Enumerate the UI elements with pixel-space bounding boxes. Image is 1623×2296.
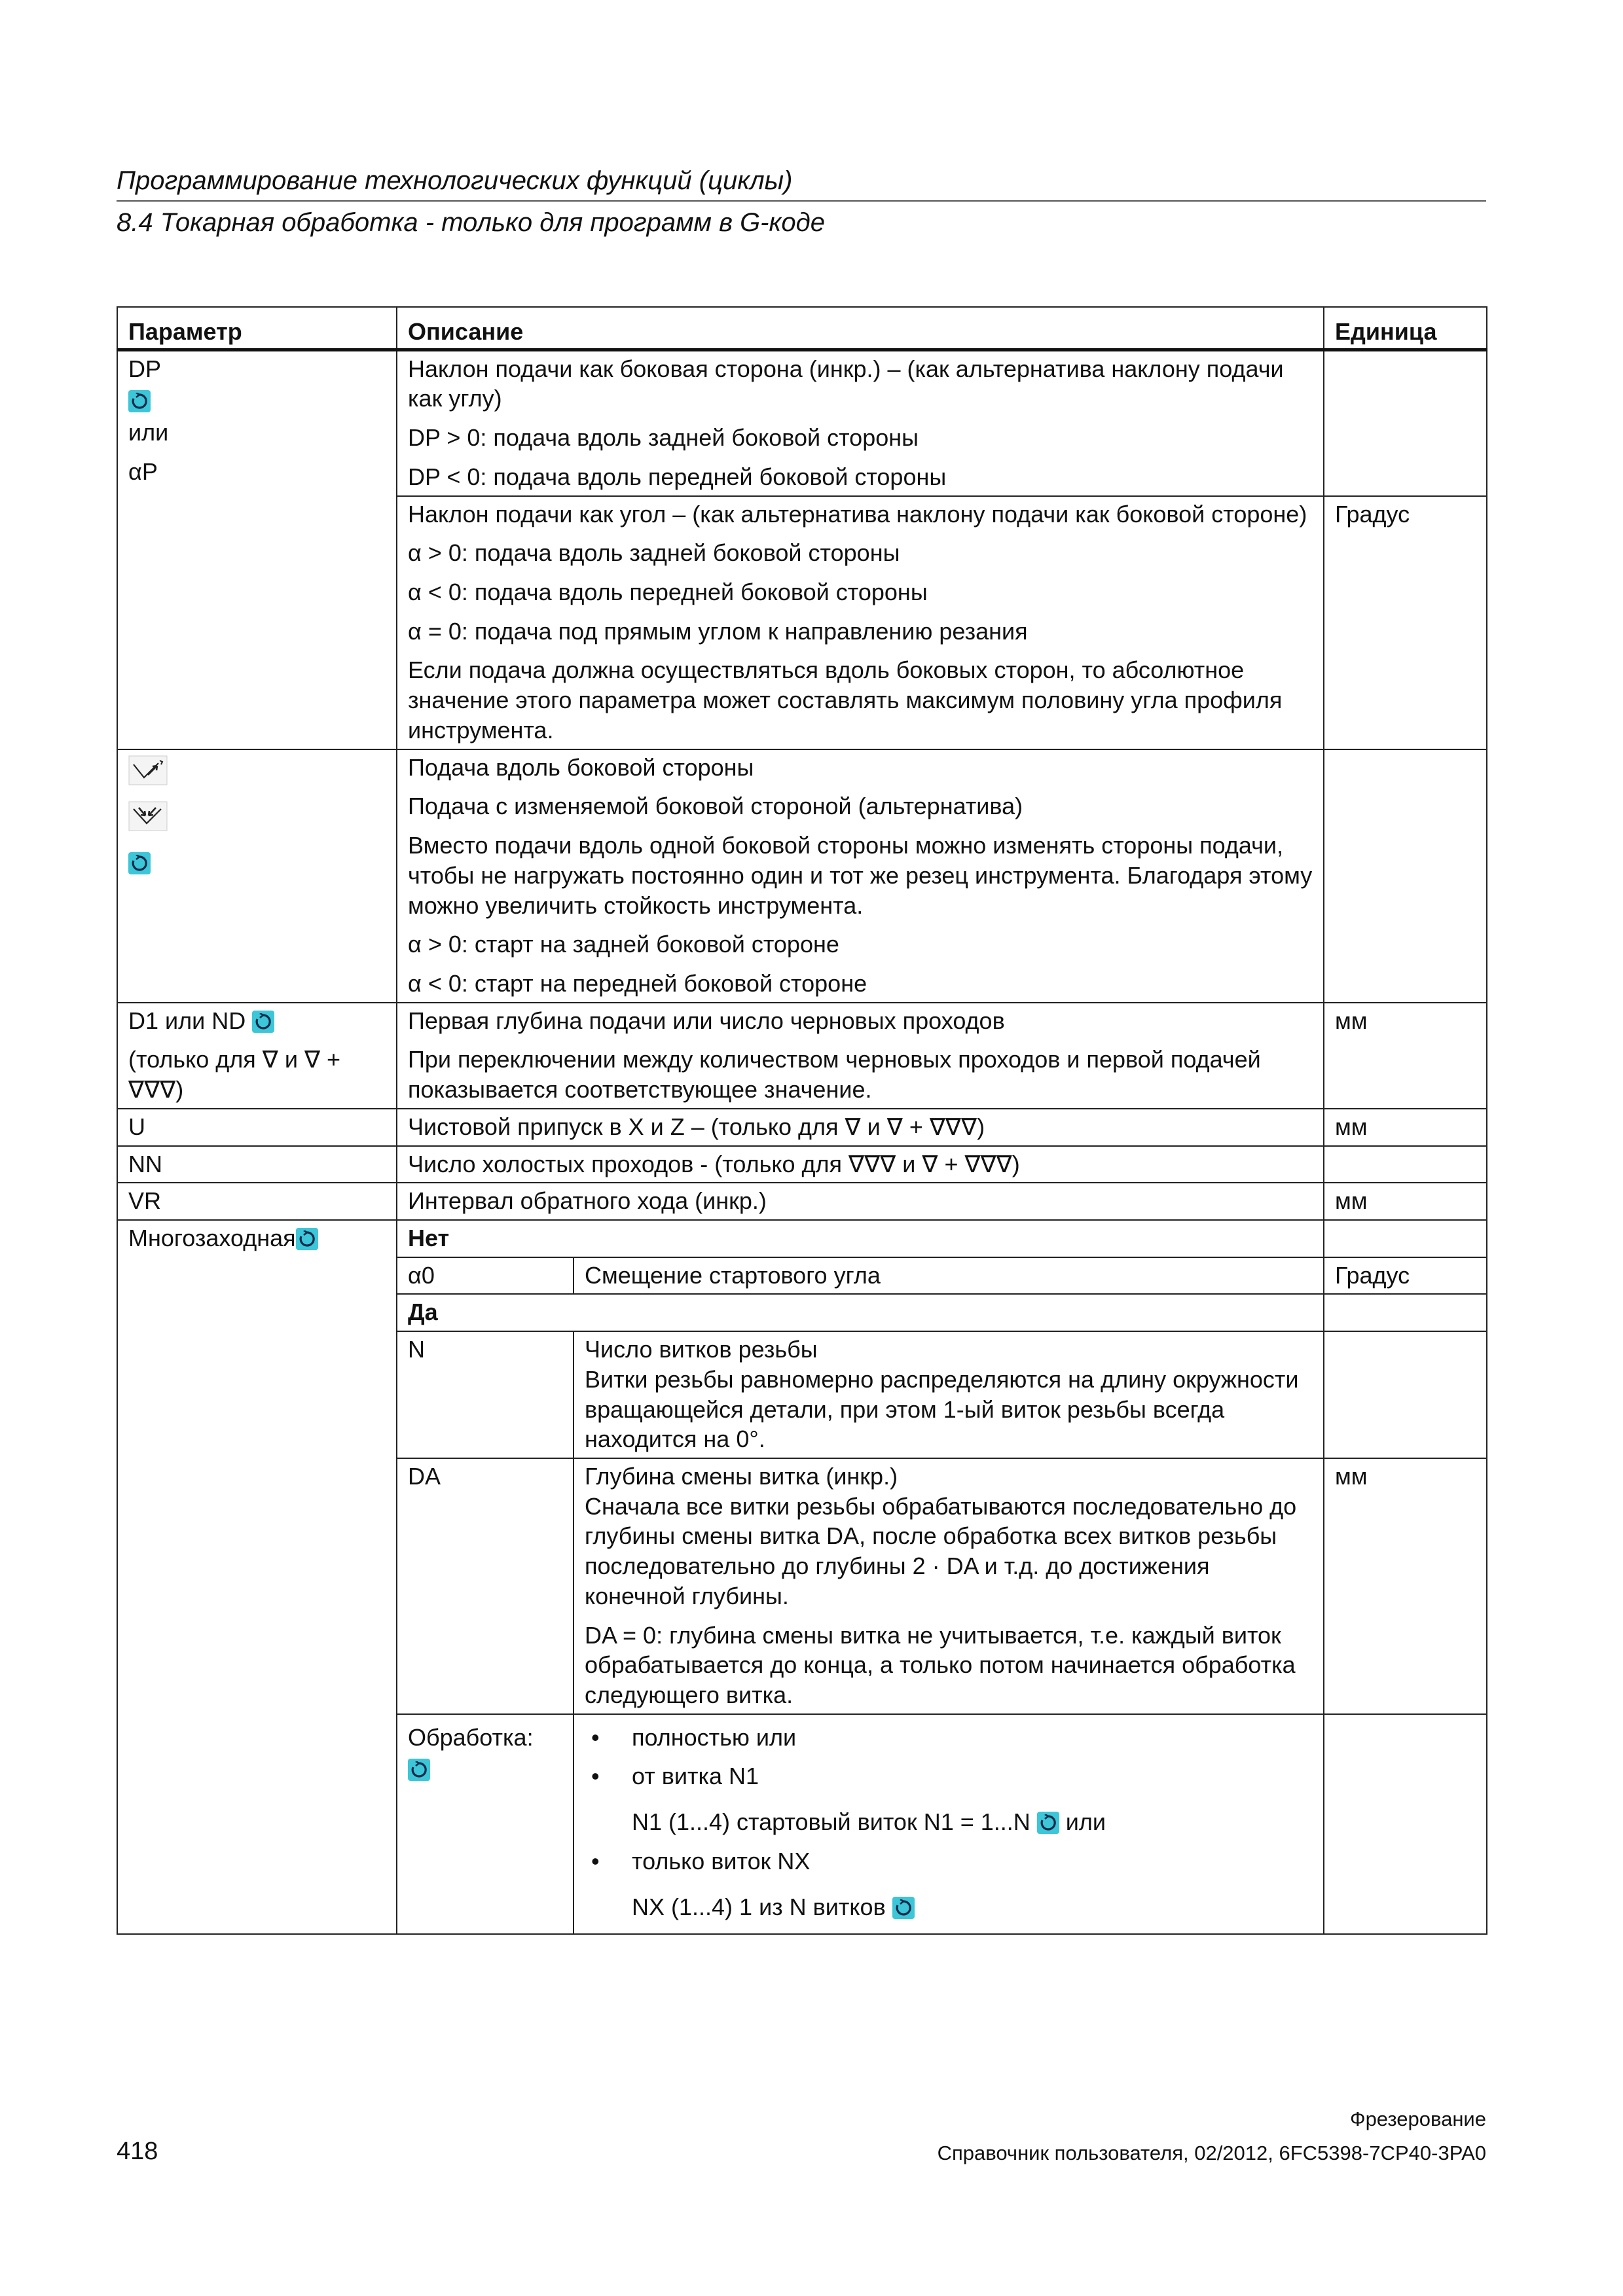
table-header-row (117, 307, 1487, 350)
desc-da (574, 1458, 1324, 1714)
list-item (585, 1761, 1313, 1791)
desc-d1 (397, 1003, 1324, 1109)
desc-text: α = 0: подача под прямым углом к направлению резания (408, 617, 1028, 645)
desc-text: Если подача должна осуществляться вдоль боковых сторон, то абсолютное значение этого параметра может составлять максимум половину угла профиля инструмента. (408, 656, 1283, 744)
table-row (117, 1183, 1487, 1220)
desc-n: Число витков резьбы Витки резьбы равномерно распределяются на длину окружности вращающейся детали, при этом 1-ый виток резьбы всегда находится на 0°. (574, 1331, 1324, 1458)
param-dp-name: DP (128, 355, 162, 382)
table-row (117, 1220, 1487, 1257)
toggle-icon[interactable] (892, 1897, 915, 1919)
param-da: DA (397, 1458, 574, 1714)
single-flank-feed-icon (128, 755, 386, 793)
param-processing (397, 1714, 574, 1935)
bullet: • (591, 1847, 600, 1874)
unit-processing (1324, 1714, 1487, 1935)
desc-text: DA = 0: глубина смены витка не учитывается, т.е. каждый виток обрабатывается до конца, а только потом начинается обработка следующего витка. (585, 1621, 1296, 1709)
table-row (117, 1003, 1487, 1109)
list-subitem (585, 1892, 1313, 1922)
toggle-icon[interactable] (296, 1228, 318, 1250)
unit-dp (1324, 350, 1487, 495)
toggle-icon[interactable] (408, 1759, 430, 1781)
bullet-text: только виток NX (632, 1847, 811, 1874)
subitem-text: N1 (1...4) стартовый виток N1 = 1...N (632, 1808, 1030, 1836)
option-yes: Да (397, 1294, 1324, 1331)
bullet: • (591, 1723, 600, 1751)
table-row (117, 350, 1487, 495)
param-n: N (397, 1331, 574, 1458)
bullet-text: полностью или (632, 1723, 797, 1751)
unit-empty (1324, 1220, 1487, 1257)
option-no: Нет (397, 1220, 1324, 1257)
table-row (117, 1146, 1487, 1183)
subitem-tail: или (1065, 1808, 1106, 1836)
param-d1 (117, 1003, 397, 1109)
param-alpha0: α0 (397, 1257, 574, 1295)
desc-vr: Интервал обратного хода (инкр.) (397, 1183, 1324, 1220)
toggle-icon[interactable] (252, 1011, 274, 1033)
param-d1-name: D1 или ND (128, 1007, 246, 1034)
unit-alpha-p: Градус (1324, 496, 1487, 749)
alternating-flank-feed-icon (128, 801, 386, 838)
desc-text: DP > 0: подача вдоль задней боковой стороны (408, 424, 919, 452)
desc-text: α > 0: старт на задней боковой стороне (408, 931, 839, 958)
page-number: 418 (117, 2138, 158, 2165)
list-subitem (585, 1807, 1313, 1837)
desc-text: DP < 0: подача вдоль передней боковой стороны (408, 463, 947, 490)
param-dp-or: или (128, 419, 169, 446)
desc-dp (397, 350, 1324, 495)
desc-flank-feed (397, 749, 1324, 1003)
desc-text: α < 0: старт на передней боковой стороне (408, 969, 867, 997)
footer-reference: Справочник пользователя, 02/2012, 6FC5398-7CP40-3PA0 (937, 2142, 1486, 2164)
section-title: 8.4 Токарная обработка - только для программ в G-коде (117, 208, 825, 237)
desc-processing (574, 1714, 1324, 1935)
desc-text: α < 0: подача вдоль передней боковой стороны (408, 579, 928, 606)
unit-vr: мм (1324, 1183, 1487, 1220)
desc-nn: Число холостых проходов - (только для ∇∇∇ и ∇ + ∇∇∇) (397, 1146, 1324, 1183)
desc-u: Чистовой припуск в X и Z – (только для ∇ и ∇ + ∇∇∇) (397, 1109, 1324, 1146)
param-processing-name: Обработка: (408, 1723, 534, 1751)
desc-text: Глубина смены витка (инкр.) Сначала все витки резьбы обрабатываются последовательно до глубины смены витка DA, после обработка всех витков резьбы последовательно до глубины 2 · DA и т.д. до достижения конечной глубины. (585, 1463, 1297, 1609)
unit-u: мм (1324, 1109, 1487, 1146)
unit-d1: мм (1324, 1003, 1487, 1109)
desc-text: При переключении между количеством черновых проходов и первой подачей показывается соответствующее значение. (408, 1046, 1261, 1103)
toggle-icon[interactable] (1037, 1812, 1059, 1834)
desc-text: Наклон подачи как угол – (как альтернатива наклону подачи как боковой стороне) (408, 500, 1307, 528)
unit-da: мм (1324, 1458, 1487, 1714)
subitem-text: NX (1...4) 1 из N витков (632, 1893, 886, 1920)
param-multistart-name: Многозаходная (128, 1224, 296, 1251)
desc-alpha0: Смещение стартового угла (574, 1257, 1324, 1295)
unit-empty (1324, 1294, 1487, 1331)
toggle-icon[interactable] (128, 390, 151, 412)
desc-text: Наклон подачи как боковая сторона (инкр.) – (как альтернатива наклону подачи как углу) (408, 355, 1284, 412)
list-item (585, 1846, 1313, 1876)
param-vr: VR (117, 1183, 397, 1220)
header-rule (117, 200, 1486, 202)
param-u: U (117, 1109, 397, 1146)
list-item (585, 1723, 1313, 1753)
desc-text: Первая глубина подачи или число черновых проходов (408, 1007, 1005, 1034)
toggle-icon[interactable] (128, 852, 151, 874)
parameter-table (117, 306, 1487, 1935)
desc-text: Подача вдоль боковой стороны (408, 753, 754, 781)
unit-n (1324, 1331, 1487, 1458)
param-multistart (117, 1220, 397, 1934)
unit-flank-feed (1324, 749, 1487, 1003)
footer-book: Фрезерование (1350, 2108, 1486, 2130)
desc-text: α > 0: подача вдоль задней боковой стороны (408, 539, 900, 567)
param-dp (117, 350, 397, 749)
desc-text: Вместо подачи вдоль одной боковой стороны можно изменять стороны подачи, чтобы не нагружать постоянно один и тот же резец инструмента. Благодаря этому можно увеличить стойкость инструмента. (408, 832, 1313, 919)
param-flank-feed (117, 749, 397, 1003)
desc-alpha-p (397, 496, 1324, 749)
param-d1-note: (только для ∇ и ∇ + ∇∇∇) (128, 1046, 341, 1103)
unit-nn (1324, 1146, 1487, 1183)
header-unit: Единица (1324, 307, 1487, 350)
bullet: • (591, 1763, 600, 1790)
header-desc: Описание (397, 307, 1324, 350)
bullet-text: от витка N1 (632, 1763, 759, 1790)
header-param: Параметр (117, 307, 397, 350)
param-alpha-p: αP (128, 458, 158, 486)
param-nn: NN (117, 1146, 397, 1183)
unit-alpha0: Градус (1324, 1257, 1487, 1295)
desc-text: Подача с изменяемой боковой стороной (альтернатива) (408, 793, 1023, 820)
chapter-title: Программирование технологических функций (циклы) (117, 166, 793, 195)
table-row (117, 1109, 1487, 1146)
table-row (117, 749, 1487, 1003)
